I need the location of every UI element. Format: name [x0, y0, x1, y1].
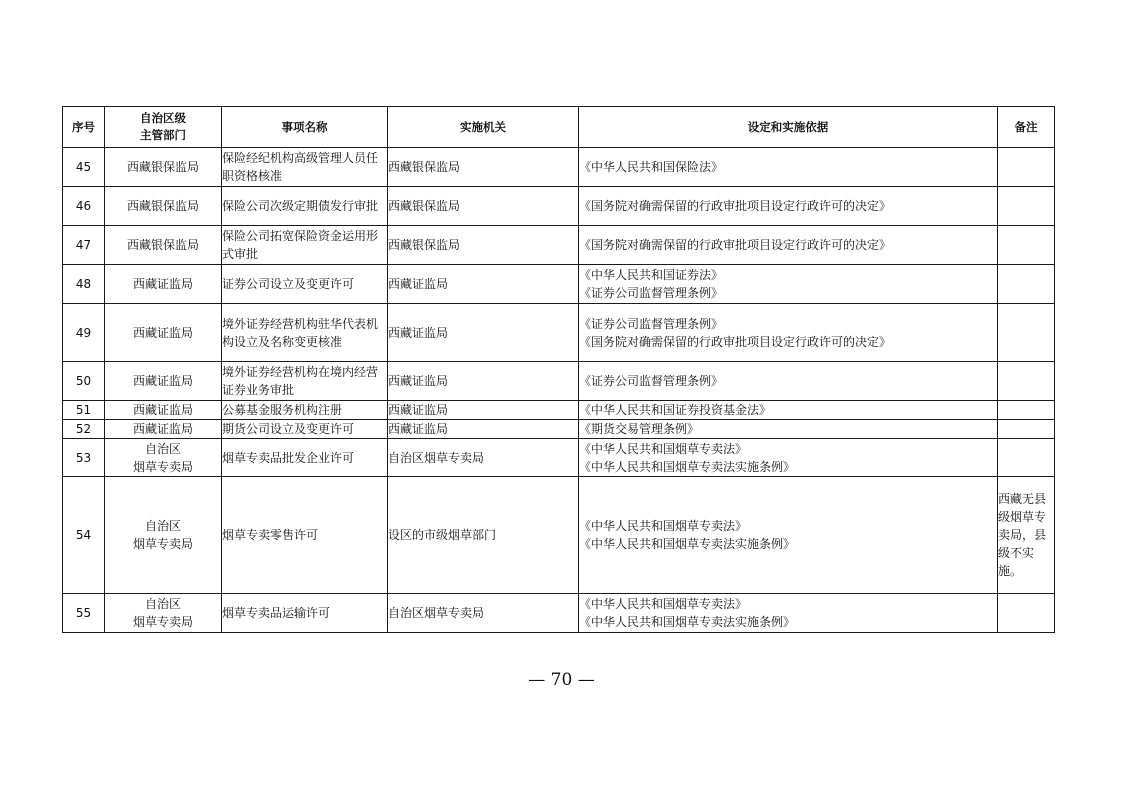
header-remarks: 备注 — [998, 107, 1055, 148]
cell-implementing-agency: 自治区烟草专卖局 — [388, 594, 579, 633]
table-row — [63, 420, 1055, 439]
cell-implementing-agency: 西藏银保监局 — [388, 187, 579, 226]
header-serial-number: 序号 — [63, 107, 105, 148]
cell-item-name: 烟草专卖零售许可 — [222, 477, 388, 594]
header-item-name: 事项名称 — [222, 107, 388, 148]
cell-item-name: 公募基金服务机构注册 — [222, 401, 388, 420]
cell-serial-number: 52 — [63, 420, 105, 439]
cell-supervising-department: 西藏证监局 — [105, 401, 222, 420]
cell-implementing-agency: 西藏证监局 — [388, 420, 579, 439]
cell-legal-basis — [579, 304, 998, 362]
cell-item-name: 境外证券经营机构驻华代表机构设立及名称变更核准 — [222, 304, 388, 362]
cell-legal-basis — [579, 187, 998, 226]
cell-implementing-agency: 西藏证监局 — [388, 401, 579, 420]
cell-serial-number: 54 — [63, 477, 105, 594]
legal-basis-line: 《国务院对确需保留的行政审批项目设定行政许可的决定》 — [579, 199, 892, 213]
legal-basis-line: 《中华人民共和国烟草专卖法》 — [579, 441, 748, 456]
cell-implementing-agency: 西藏银保监局 — [388, 226, 579, 265]
header-implementing-agency: 实施机关 — [388, 107, 579, 148]
cell-item-name: 保险经纪机构高级管理人员任职资格核准 — [222, 148, 388, 187]
cell-legal-basis — [579, 148, 998, 187]
legal-basis-line: 《国务院对确需保留的行政审批项目设定行政许可的决定》 — [579, 334, 892, 349]
cell-legal-basis — [579, 420, 998, 439]
legal-basis-line: 《证券公司监督管理条例》 — [579, 316, 724, 331]
header-supervising-department: 自治区级 主管部门 — [105, 107, 222, 148]
cell-implementing-agency: 西藏银保监局 — [388, 148, 579, 187]
cell-remarks — [998, 148, 1055, 187]
cell-supervising-department: 西藏证监局 — [105, 362, 222, 401]
table-row — [63, 477, 1055, 594]
page-number: — 70 — — [528, 670, 595, 690]
cell-item-name: 烟草专卖品批发企业许可 — [222, 439, 388, 477]
cell-serial-number: 47 — [63, 226, 105, 265]
cell-serial-number: 55 — [63, 594, 105, 633]
legal-basis-line: 《期货交易管理条例》 — [579, 422, 700, 436]
table-row — [63, 187, 1055, 226]
cell-item-name: 境外证券经营机构在境内经营证券业务审批 — [222, 362, 388, 401]
legal-basis-line: 《中华人民共和国烟草专卖法实施条例》 — [579, 615, 796, 629]
cell-item-name: 烟草专卖品运输许可 — [222, 594, 388, 633]
cell-supervising-department: 自治区 烟草专卖局 — [105, 594, 222, 633]
cell-supervising-department: 西藏证监局 — [105, 304, 222, 362]
table-row — [63, 439, 1055, 477]
table-row — [63, 148, 1055, 187]
legal-basis-line: 《中华人民共和国保险法》 — [579, 160, 724, 174]
cell-remarks: 西藏无县级烟草专卖局，县级不实施。 — [998, 477, 1055, 594]
approval-items-table — [62, 106, 1055, 633]
cell-remarks — [998, 439, 1055, 477]
legal-basis-line: 《证券公司监督管理条例》 — [579, 374, 724, 388]
cell-legal-basis — [579, 265, 998, 304]
cell-item-name: 证券公司设立及变更许可 — [222, 265, 388, 304]
table-row — [63, 226, 1055, 265]
cell-remarks — [998, 420, 1055, 439]
table-row — [63, 265, 1055, 304]
cell-supervising-department: 西藏证监局 — [105, 265, 222, 304]
cell-implementing-agency: 设区的市级烟草部门 — [388, 477, 579, 594]
legal-basis-line: 《中华人民共和国证券投资基金法》 — [579, 403, 772, 417]
cell-legal-basis — [579, 401, 998, 420]
cell-item-name: 期货公司设立及变更许可 — [222, 420, 388, 439]
table-header-row — [63, 107, 1055, 148]
cell-serial-number: 46 — [63, 187, 105, 226]
cell-implementing-agency: 西藏证监局 — [388, 362, 579, 401]
cell-serial-number: 48 — [63, 265, 105, 304]
table-body — [63, 148, 1055, 633]
legal-basis-line: 《中华人民共和国烟草专卖法》 — [579, 597, 748, 611]
legal-basis-line: 《证券公司监督管理条例》 — [579, 286, 724, 300]
legal-basis-line: 《中华人民共和国烟草专卖法》 — [579, 519, 748, 533]
table-row — [63, 362, 1055, 401]
cell-serial-number: 50 — [63, 362, 105, 401]
cell-supervising-department: 自治区 烟草专卖局 — [105, 477, 222, 594]
cell-legal-basis — [579, 477, 998, 594]
cell-remarks — [998, 226, 1055, 265]
legal-basis-line: 《国务院对确需保留的行政审批项目设定行政许可的决定》 — [579, 238, 892, 252]
cell-item-name: 保险公司次级定期债发行审批 — [222, 187, 388, 226]
cell-serial-number: 45 — [63, 148, 105, 187]
cell-supervising-department: 西藏证监局 — [105, 420, 222, 439]
cell-implementing-agency: 西藏证监局 — [388, 265, 579, 304]
table-row — [63, 304, 1055, 362]
cell-remarks — [998, 304, 1055, 362]
legal-basis-line: 《中华人民共和国烟草专卖法实施条例》 — [579, 537, 796, 551]
cell-legal-basis — [579, 439, 998, 477]
cell-supervising-department: 西藏银保监局 — [105, 148, 222, 187]
cell-remarks — [998, 187, 1055, 226]
cell-supervising-department: 西藏银保监局 — [105, 226, 222, 265]
header-legal-basis: 设定和实施依据 — [579, 107, 998, 148]
cell-legal-basis — [579, 226, 998, 265]
cell-serial-number: 51 — [63, 401, 105, 420]
cell-serial-number: 53 — [63, 439, 105, 477]
cell-item-name: 保险公司拓宽保险资金运用形式审批 — [222, 226, 388, 265]
cell-remarks — [998, 265, 1055, 304]
cell-implementing-agency: 西藏证监局 — [388, 304, 579, 362]
cell-legal-basis — [579, 362, 998, 401]
cell-implementing-agency: 自治区烟草专卖局 — [388, 439, 579, 477]
cell-supervising-department: 自治区 烟草专卖局 — [105, 439, 222, 477]
cell-remarks — [998, 362, 1055, 401]
cell-remarks — [998, 594, 1055, 633]
cell-remarks — [998, 401, 1055, 420]
table-row — [63, 594, 1055, 633]
legal-basis-line: 《中华人民共和国证券法》 — [579, 268, 724, 282]
cell-serial-number: 49 — [63, 304, 105, 362]
cell-supervising-department: 西藏银保监局 — [105, 187, 222, 226]
cell-legal-basis — [579, 594, 998, 633]
table-row — [63, 401, 1055, 420]
legal-basis-line: 《中华人民共和国烟草专卖法实施条例》 — [579, 459, 796, 474]
